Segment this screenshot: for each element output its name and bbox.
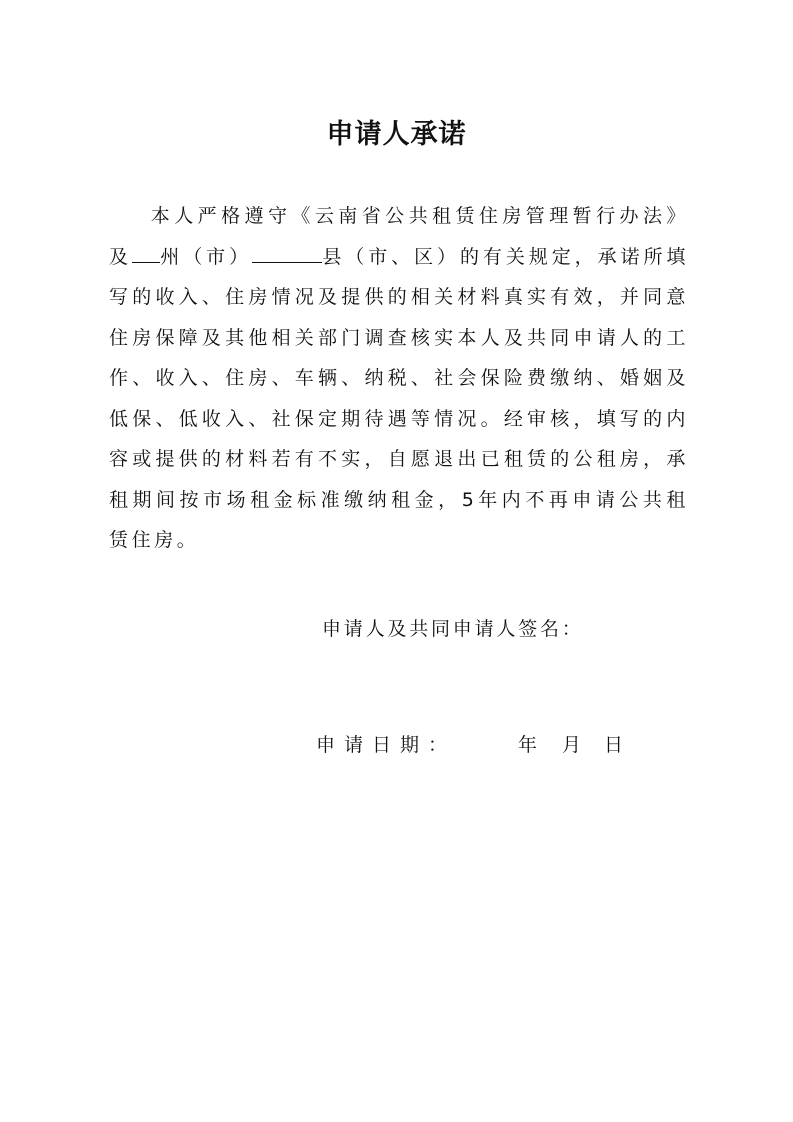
signature-label: 申请人及共同申请人签名： xyxy=(322,618,584,640)
date-month-unit: 月 xyxy=(562,734,582,756)
commitment-text xyxy=(109,196,689,561)
date-day-unit: 日 xyxy=(604,734,624,756)
commitment-text-part1: 本人严格遵守《云南省公共租赁住房管理暂行办法》及 xyxy=(109,205,689,268)
commitment-text-part3: 县（市、区）的有关规定，承诺所填写的收入、住房情况及提供的相关材料真实有效，并同意住房保障及其他相关部门调查核实本人及共同申请人的工作、收入、住房、车辆、纳税、社会保险费缴纳、婚姻及低保、低收入、社保定期待遇等情况。经审核，填写的内容或提供的材料若有不实，自愿退出已租赁的公租房，承租期间按市场租金标准缴纳租金，5年内不再申请公共租赁住房。 xyxy=(109,245,689,551)
application-date-row xyxy=(316,730,624,757)
prefecture-blank[interactable] xyxy=(132,243,160,263)
commitment-text-part2: 州（市） xyxy=(159,245,253,268)
commitment-paragraph xyxy=(109,196,689,561)
county-blank[interactable] xyxy=(252,243,322,263)
application-date-label: 申请日期： xyxy=(316,734,457,756)
date-year-unit: 年 xyxy=(518,734,538,756)
page-title: 申请人承诺 xyxy=(326,119,467,150)
